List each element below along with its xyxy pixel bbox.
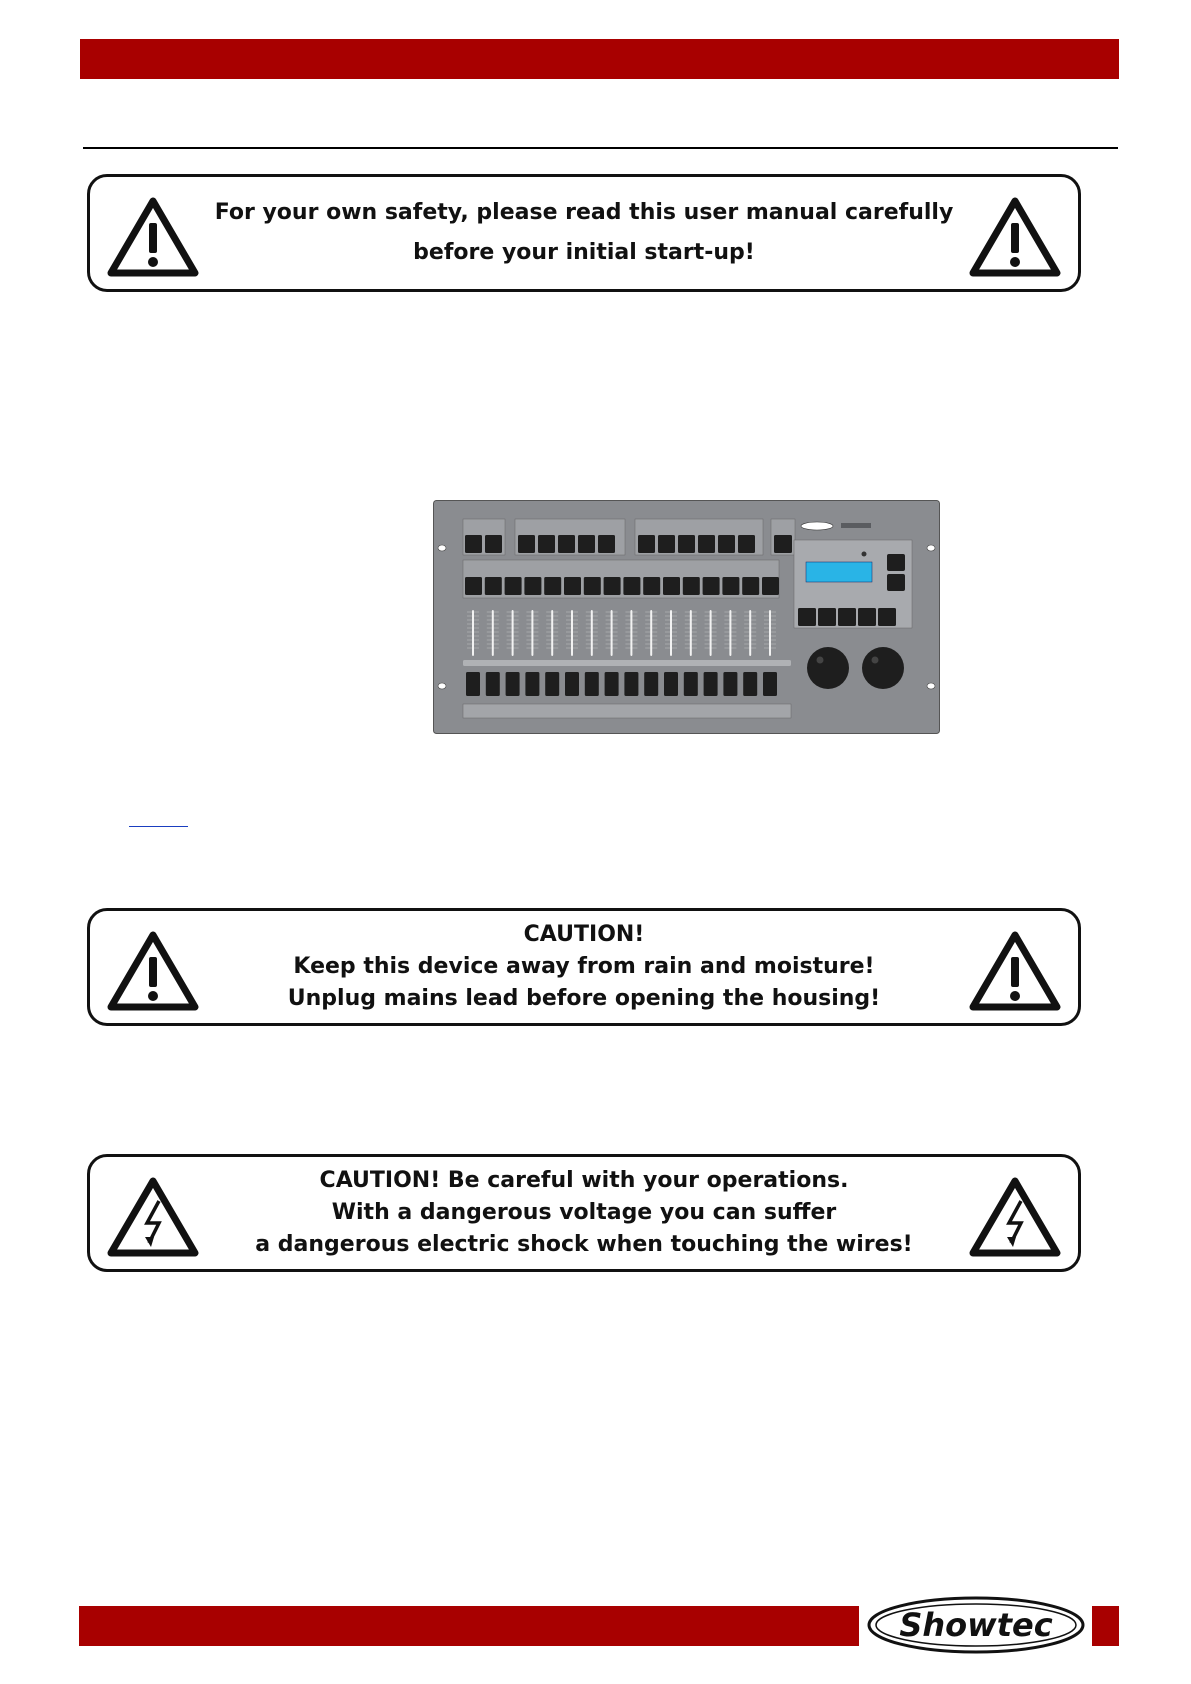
warning-triangle-icon [107,931,199,1011]
caution-text [210,911,958,1023]
caution-line-2: Keep this device away from rain and moisture! [293,954,875,979]
shock-line-1: CAUTION! Be careful with your operations. [319,1168,849,1193]
safety-warning-box [87,174,1081,292]
warning-triangle-icon [969,931,1061,1011]
caution-line-3: Unplug mains lead before opening the housing! [287,986,881,1011]
shock-line-2: With a dangerous voltage you can suffer [331,1200,837,1225]
caution-line-1: CAUTION! [523,922,645,947]
electric-shock-box [87,1154,1081,1272]
caution-box [87,908,1081,1026]
electric-shock-icon [107,1177,199,1257]
safety-line-1: For your own safety, please read this user manual carefully [214,200,954,225]
shock-line-3: a dangerous electric shock when touching the wires! [255,1232,913,1257]
footer-bar-end [1092,1606,1119,1646]
warning-triangle-icon [969,197,1061,277]
electric-shock-text [210,1157,958,1269]
warning-triangle-icon [107,197,199,277]
showtec-logo [866,1594,1086,1656]
electric-shock-icon [969,1177,1061,1257]
footer-bar [79,1606,859,1646]
header-rule [83,147,1118,149]
lighting-console-illustration [433,500,940,734]
logo-wordmark: Showtec [899,1606,1053,1644]
safety-line-2: before your initial start-up! [413,240,755,265]
safety-warning-text [210,177,958,289]
header-bar [80,39,1119,79]
link-underline[interactable] [129,826,188,827]
